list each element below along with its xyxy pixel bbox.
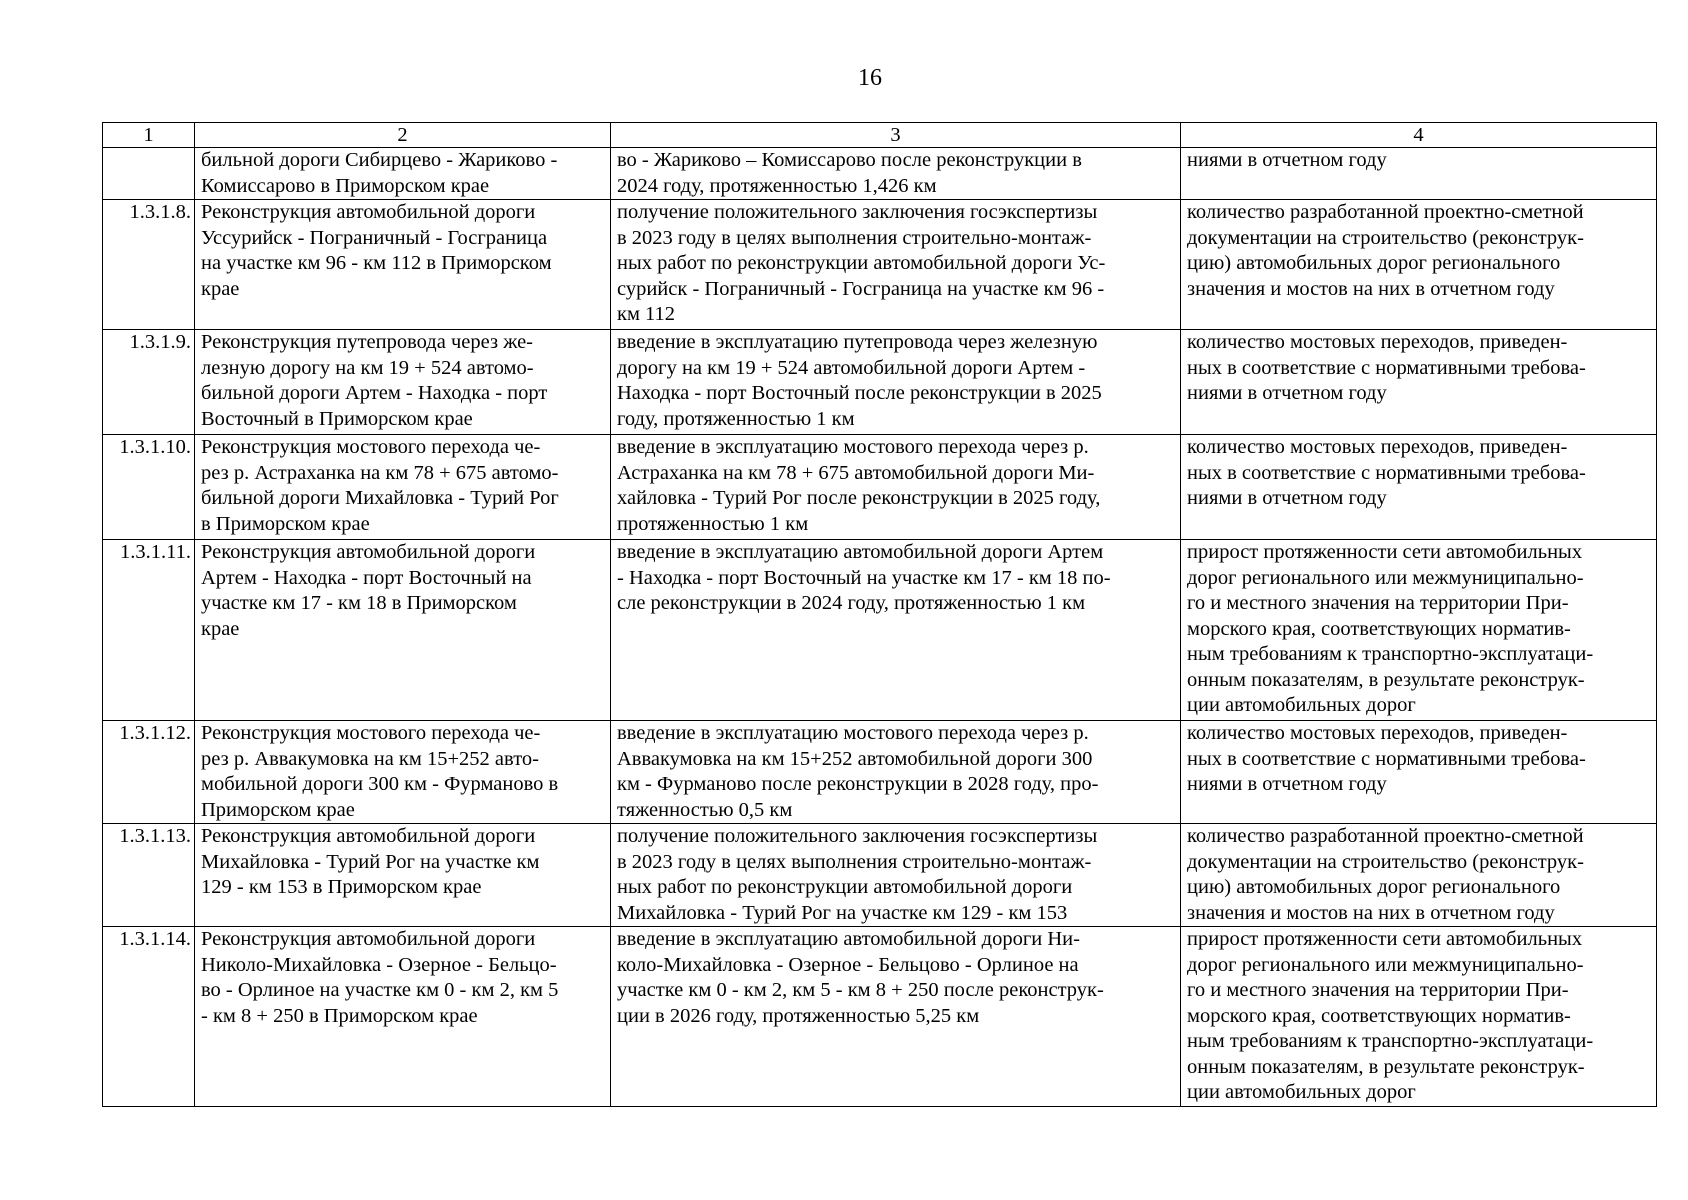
table-row xyxy=(103,435,1657,540)
table-row xyxy=(103,200,1657,330)
measure-name-cell: Реконструкция мостового перехода че- рез р. Астраханка на км 78 + 675 автомо- бильной дороги Михайловка - Турий Рог в Приморском крае xyxy=(195,435,611,540)
column-header: 3 xyxy=(611,123,1181,148)
table-row xyxy=(103,148,1657,200)
column-header: 1 xyxy=(103,123,195,148)
expected-result-cell: во - Жариково – Комиссарово после реконструкции в 2024 году, протяженностью 1,426 км xyxy=(611,148,1181,200)
row-number-cell: 1.3.1.11. xyxy=(103,540,195,721)
expected-result-cell: получение положительного заключения госэкспертизы в 2023 году в целях выполнения строительно-монтаж- ных работ по реконструкции автомобильной дороги Михайловка - Турий Рог на участке км 129 - км 153 xyxy=(611,824,1181,927)
row-number-cell: 1.3.1.9. xyxy=(103,330,195,435)
table-row xyxy=(103,540,1657,721)
expected-result-cell: введение в эксплуатацию путепровода через железную дорогу на км 19 + 524 автомобильной дороги Артем - Находка - порт Восточный после реконструкции в 2025 году, протяженностью 1 км xyxy=(611,330,1181,435)
expected-result-cell: введение в эксплуатацию автомобильной дороги Ни- коло-Михайловка - Озерное - Бельцово - Орлиное на участке км 0 - км 2, км 5 - км 8 + 250 после реконструк- ции в 2026 году, протяженностью 5,25 км xyxy=(611,927,1181,1107)
expected-result-cell: получение положительного заключения госэкспертизы в 2023 году в целях выполнения строительно-монтаж- ных работ по реконструкции автомобильной дороги Ус- сурийск - Пограничный - Госграница на участке км 96 - км 112 xyxy=(611,200,1181,330)
row-number-cell: 1.3.1.10. xyxy=(103,435,195,540)
column-header: 4 xyxy=(1181,123,1657,148)
expected-result-cell: введение в эксплуатацию автомобильной дороги Артем - Находка - порт Восточный на участке км 17 - км 18 по- сле реконструкции в 2024 году, протяженностью 1 км xyxy=(611,540,1181,721)
indicator-cell: прирост протяженности сети автомобильных дорог регионального или межмуниципально- го и местного значения на территории При- морского края, соответствующих норматив- ным требованиям к транспортно-эксплуатаци- онным показателям, в результате реконструк- ции автомобильных дорог xyxy=(1181,927,1657,1107)
indicator-cell: количество мостовых переходов, приведен- ных в соответствие с нормативными требова- ниями в отчетном году xyxy=(1181,721,1657,824)
table-row xyxy=(103,927,1657,1107)
measure-name-cell: Реконструкция автомобильной дороги Николо-Михайловка - Озерное - Бельцо- во - Орлиное на участке км 0 - км 2, км 5 - км 8 + 250 в Приморском крае xyxy=(195,927,611,1107)
row-number-cell: 1.3.1.12. xyxy=(103,721,195,824)
indicator-cell: прирост протяженности сети автомобильных дорог регионального или межмуниципально- го и местного значения на территории При- морского края, соответствующих норматив- ным требованиям к транспортно-эксплуатаци- онным показателям, в результате реконструк- ции автомобильных дорог xyxy=(1181,540,1657,721)
measure-name-cell: Реконструкция автомобильной дороги Артем - Находка - порт Восточный на участке км 17 - км 18 в Приморском крае xyxy=(195,540,611,721)
table-row xyxy=(103,330,1657,435)
page-number: 16 xyxy=(858,65,882,91)
row-number-cell: 1.3.1.13. xyxy=(103,824,195,927)
row-number-cell: 1.3.1.8. xyxy=(103,200,195,330)
table-row xyxy=(103,721,1657,824)
measures-table xyxy=(102,122,1657,1107)
measure-name-cell: Реконструкция путепровода через же- лезную дорогу на км 19 + 524 автомо- бильной дороги Артем - Находка - порт Восточный в Приморском крае xyxy=(195,330,611,435)
indicator-cell: ниями в отчетном году xyxy=(1181,148,1657,200)
expected-result-cell: введение в эксплуатацию мостового перехода через р. Астраханка на км 78 + 675 автомобильной дороги Ми- хайловка - Турий Рог после реконструкции в 2025 году, протяженностью 1 км xyxy=(611,435,1181,540)
expected-result-cell: введение в эксплуатацию мостового перехода через р. Аввакумовка на км 15+252 автомобильной дороги 300 км - Фурманово после реконструкции в 2028 году, про- тяженностью 0,5 км xyxy=(611,721,1181,824)
table-header-row xyxy=(103,123,1657,148)
measure-name-cell: Реконструкция мостового перехода че- рез р. Аввакумовка на км 15+252 авто- мобильной дороги 300 км - Фурманово в Приморском крае xyxy=(195,721,611,824)
measure-name-cell: бильной дороги Сибирцево - Жариково - Комиссарово в Приморском крае xyxy=(195,148,611,200)
indicator-cell: количество мостовых переходов, приведен- ных в соответствие с нормативными требова- ниями в отчетном году xyxy=(1181,330,1657,435)
indicator-cell: количество мостовых переходов, приведен- ных в соответствие с нормативными требова- ниями в отчетном году xyxy=(1181,435,1657,540)
measure-name-cell: Реконструкция автомобильной дороги Уссурийск - Пограничный - Госграница на участке км 96 - км 112 в Приморском крае xyxy=(195,200,611,330)
table-row xyxy=(103,824,1657,927)
indicator-cell: количество разработанной проектно-сметной документации на строительство (реконструк- цию) автомобильных дорог регионального значения и мостов на них в отчетном году xyxy=(1181,200,1657,330)
row-number-cell xyxy=(103,148,195,200)
column-header: 2 xyxy=(195,123,611,148)
row-number-cell: 1.3.1.14. xyxy=(103,927,195,1107)
measure-name-cell: Реконструкция автомобильной дороги Михайловка - Турий Рог на участке км 129 - км 153 в Приморском крае xyxy=(195,824,611,927)
indicator-cell: количество разработанной проектно-сметной документации на строительство (реконструк- цию) автомобильных дорог регионального значения и мостов на них в отчетном году xyxy=(1181,824,1657,927)
